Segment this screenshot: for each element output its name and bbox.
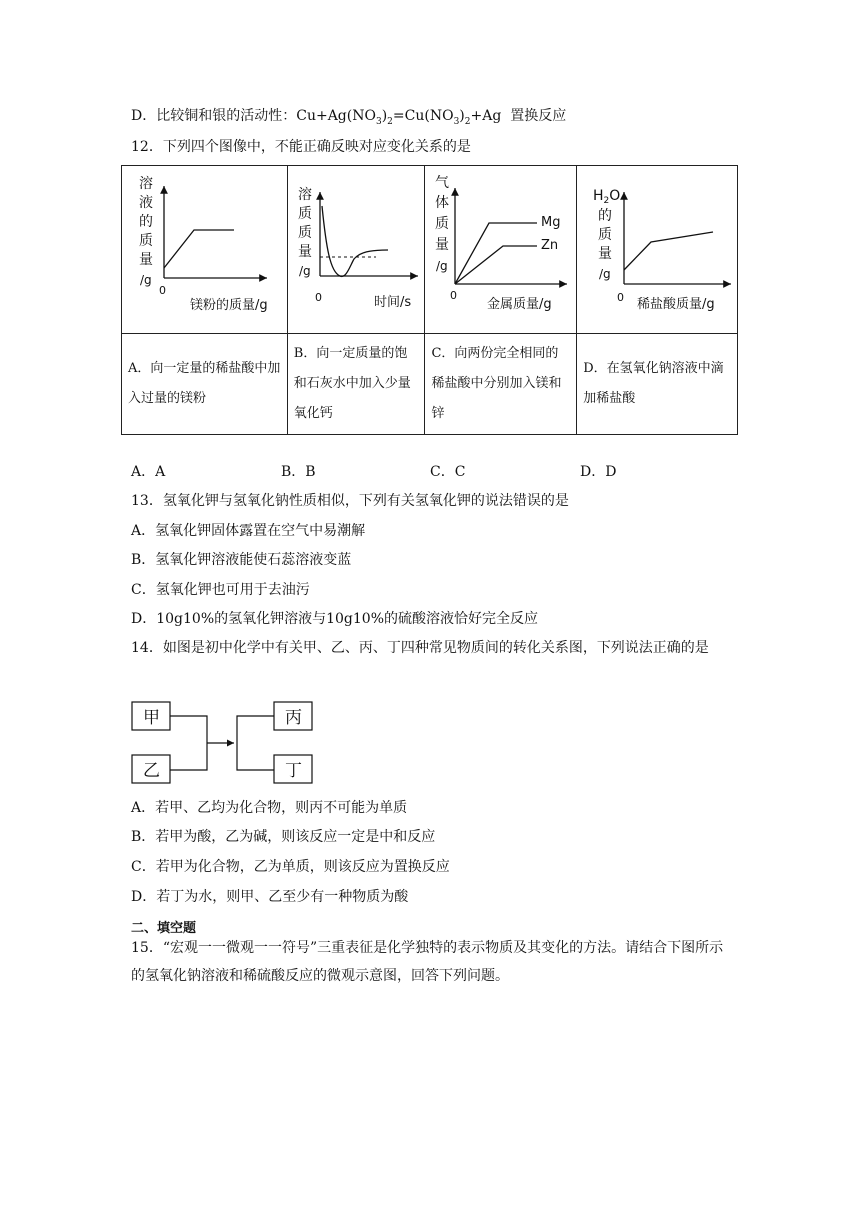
graph-c-xlabel: 金属质量/g	[487, 297, 553, 312]
graph-a-xlabel: 镁粉的质量/g	[190, 298, 268, 313]
q14-option-a[interactable]: A．若甲、乙均为化合物，则丙不可能为单质	[131, 800, 408, 816]
graph-c-origin: 0	[450, 289, 458, 302]
graph-d	[577, 166, 736, 333]
q12-option-d[interactable]: D．D	[580, 464, 617, 480]
q11-equation: $Cu+Ag(NO_3)_2=Cu(NO_3)_2+Ag$	[296, 108, 502, 127]
graph-c-zn-curve	[455, 246, 537, 284]
q12-desc-d: D．在氢氧化钠溶液中滴加稀盐酸	[577, 334, 738, 435]
q14-diagram	[131, 700, 321, 792]
q13-option-b[interactable]: B．氢氧化钾溶液能使石蕊溶液变蓝	[131, 552, 352, 568]
q13-option-a[interactable]: A．氢氧化钾固体露置在空气中易潮解	[131, 523, 366, 539]
graph-c-ylabel-3: 质	[435, 216, 450, 232]
graph-b-ylabel-3: 质	[297, 225, 312, 241]
graph-a-ylabel-6: /g	[140, 273, 152, 287]
graph-c-ylabel-1: 气	[435, 175, 450, 191]
graph-a-origin: 0	[159, 284, 166, 297]
reactant-bracket	[170, 716, 207, 770]
graph-b-curve	[322, 206, 388, 276]
graph-b-cell	[287, 166, 425, 334]
graph-a-cell	[122, 166, 288, 334]
q12-desc-a: A．向一定量的稀盐酸中加入过量的镁粉	[122, 334, 288, 435]
box-yi-label: 乙	[143, 761, 160, 781]
q13-option-c[interactable]: C．氢氧化钾也可用于去油污	[131, 582, 310, 598]
graph-b-ylabel-1: 溶	[297, 187, 312, 203]
graph-a-ylabel-1: 溶	[139, 176, 153, 192]
graph-c-ylabel-5: /g	[436, 259, 449, 273]
q11-option-d-prefix: D．比较铜和银的活动性：	[131, 108, 297, 124]
q12-option-b[interactable]: B．B	[281, 464, 316, 480]
graph-c-ylabel-4: 量	[435, 237, 450, 253]
graph-d-ylabel-3: 质	[598, 227, 613, 243]
graph-c	[425, 166, 575, 333]
q14-option-b[interactable]: B．若甲为酸，乙为碱，则该反应一定是中和反应	[131, 829, 436, 845]
graph-d-cell	[577, 166, 738, 334]
graph-d-origin: 0	[617, 291, 625, 304]
graph-a-ylabel-5: 量	[139, 252, 153, 268]
graph-d-ylabel-h2o: $H_2O$	[593, 188, 621, 206]
graph-d-curve	[624, 232, 713, 270]
graph-b	[288, 166, 424, 333]
graph-c-cell	[425, 166, 577, 334]
graph-a	[122, 166, 286, 333]
q13-option-d[interactable]: D．10g10%的氢氧化钾溶液与10g10%的硫酸溶液恰好完全反应	[131, 611, 539, 627]
q12-option-a[interactable]: A．A	[131, 464, 166, 480]
product-bracket	[237, 716, 274, 770]
q15-stem: 15．“宏观一一微观一一符号”三重表征是化学独特的表示物质及其变化的方法。请结合下图所示的氢氧化钠溶液和稀硫酸反应的微观示意图，回答下列问题。	[131, 940, 724, 984]
q12-desc-b: B．向一定质量的饱和石灰水中加入少量氧化钙	[287, 334, 425, 435]
graph-d-ylabel-2: 的	[598, 208, 613, 224]
graph-a-ylabel-3: 的	[139, 214, 153, 230]
graph-b-ylabel-4: 量	[297, 244, 312, 260]
graph-d-xlabel: 稀盐酸质量/g	[637, 297, 715, 312]
q14-stem: 14．如图是初中化学中有关甲、乙、丙、丁四种常见物质间的转化关系图，下列说法正确的是	[131, 640, 709, 656]
graph-b-xlabel: 时间/s	[373, 295, 411, 310]
q12-table	[121, 165, 738, 435]
box-jia-label: 甲	[143, 708, 160, 728]
graph-c-ylabel-2: 体	[435, 195, 450, 211]
graph-a-ylabel-2: 液	[139, 195, 153, 211]
graph-d-ylabel-5: /g	[599, 267, 611, 281]
q11-reaction-type: 置换反应	[510, 108, 567, 124]
box-ding-label: 丁	[285, 761, 302, 781]
graph-b-ylabel-2: 质	[297, 206, 312, 222]
q14-option-d[interactable]: D．若丁为水，则甲、乙至少有一种物质为酸	[131, 889, 409, 905]
q12-option-c[interactable]: C．C	[430, 464, 466, 480]
q12-desc-c: C．向两份完全相同的稀盐酸中分别加入镁和锌	[425, 334, 577, 435]
graph-c-mg-label: Mg	[541, 215, 561, 230]
graph-d-ylabel-4: 量	[598, 246, 613, 262]
box-bing-label: 丙	[285, 708, 302, 728]
graph-a-ylabel-4: 质	[139, 233, 153, 249]
q12-stem: 12．下列四个图像中，不能正确反映对应变化关系的是	[131, 139, 471, 155]
section-title: 二、填空题	[131, 921, 197, 936]
graph-a-curve	[164, 230, 234, 268]
q11-option-d	[131, 106, 566, 132]
graph-b-origin: 0	[314, 291, 322, 304]
graph-c-zn-label: Zn	[541, 238, 559, 253]
q13-stem: 13．氢氧化钾与氢氧化钠性质相似，下列有关氢氧化钾的说法错误的是	[131, 493, 569, 509]
q14-option-c[interactable]: C．若甲为化合物，乙为单质，则该反应为置换反应	[131, 859, 450, 875]
graph-b-ylabel-5: /g	[298, 264, 311, 278]
